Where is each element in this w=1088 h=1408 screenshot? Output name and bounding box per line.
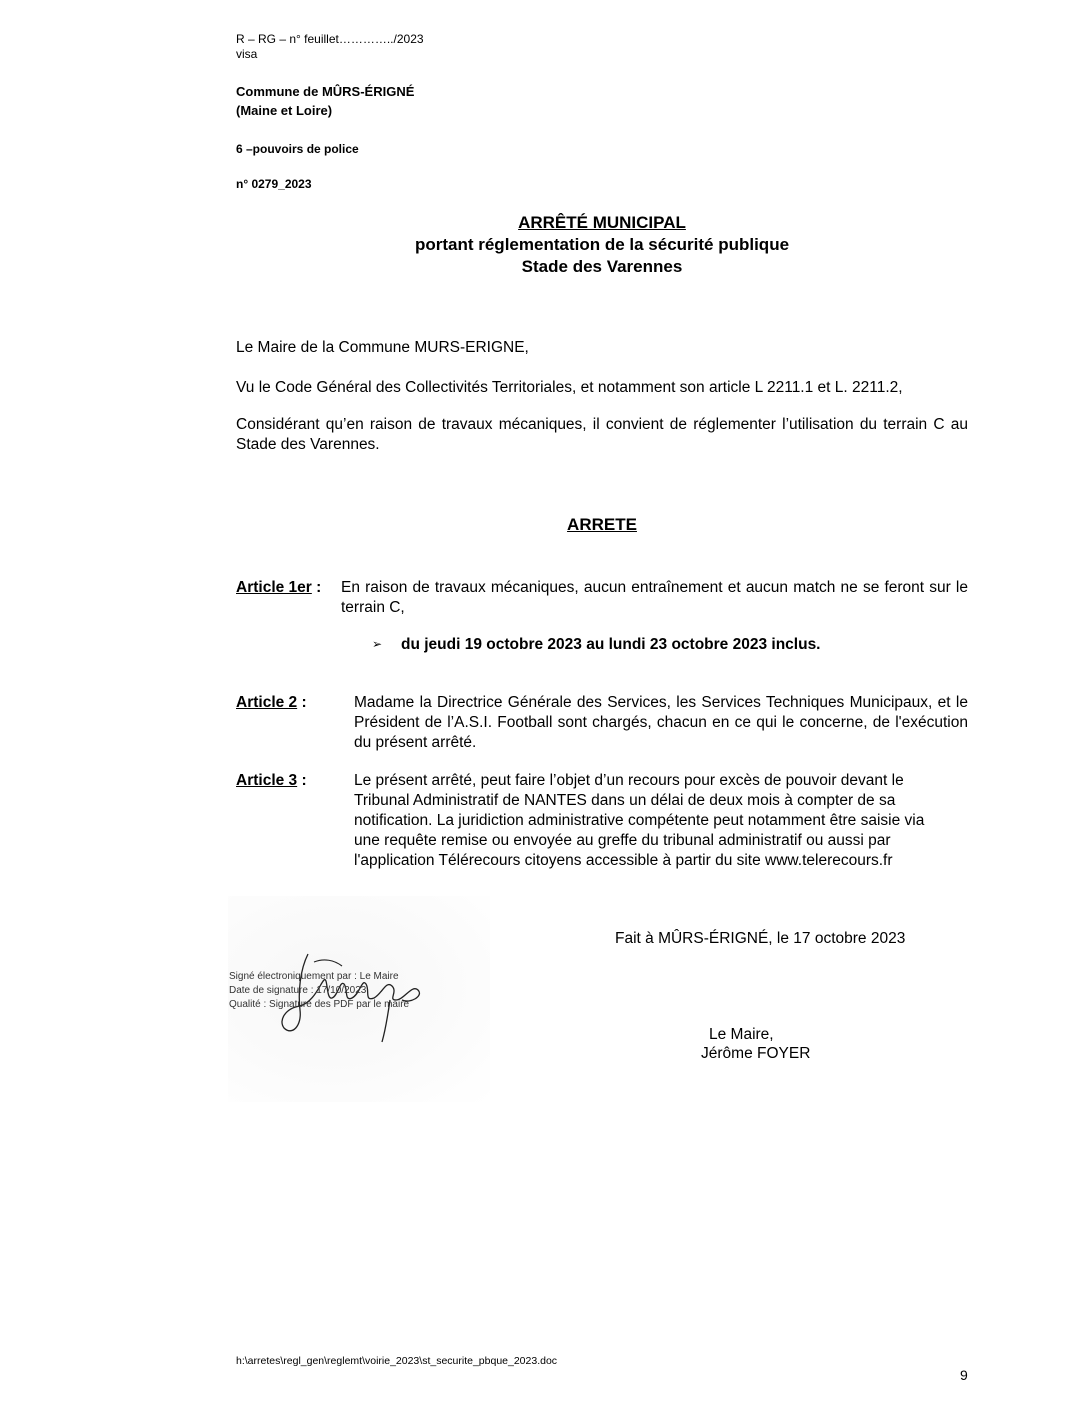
arrow-bullet-icon: ➢ [372, 637, 383, 651]
article-3-line: Tribunal Administratif de NANTES dans un délai de deux mois à compter de sa [354, 792, 896, 809]
article-1-label [236, 578, 321, 598]
preamble-mayor: Le Maire de la Commune MURS-ERIGNE, [236, 339, 529, 356]
page-number: 9 [960, 1367, 968, 1383]
preamble-considering: Considérant qu’en raison de travaux mécaniques, il convient de réglementer l’utilisation du terrain C au Stade des Varennes. [236, 416, 968, 453]
article-1-title: Article 1er [236, 579, 312, 596]
preamble-legal-basis: Vu le Code Général des Collectivités Territoriales, et notamment son article L 2211.1 et L. 2211.2, [236, 379, 903, 396]
stamp-signer: Signé électroniquement par : Le Maire [229, 971, 399, 982]
title-location: Stade des Varennes [521, 257, 683, 276]
signatory-name: Jérôme FOYER [701, 1045, 811, 1062]
article-3-separator: : [297, 772, 307, 789]
title-main: ARRÊTÉ MUNICIPAL [518, 213, 686, 232]
stamp-quality: Qualité : Signature des PDF par le maire [229, 999, 410, 1010]
reference-line: R – RG – n° feuillet…………../2023 [236, 32, 424, 46]
commune-name: Commune de MÛRS-ÉRIGNÉ [236, 84, 415, 99]
file-path: h:\arretes\regl_gen\reglemt\voirie_2023\st_securite_pbque_2023.doc [236, 1355, 558, 1367]
article-1-period: du jeudi 19 octobre 2023 au lundi 23 octobre 2023 inclus. [401, 636, 821, 653]
article-2-label [236, 693, 307, 713]
visa-label: visa [236, 47, 258, 61]
place-and-date: Fait à MÛRS-ÉRIGNÉ, le 17 octobre 2023 [615, 930, 906, 947]
decree-number: n° 0279_2023 [236, 177, 312, 191]
article-2-title: Article 2 [236, 694, 298, 711]
department-name: (Maine et Loire) [236, 103, 333, 118]
article-3-line: notification. La juridiction administrative compétente peut notamment être saisie via [354, 812, 925, 829]
document-title [236, 212, 968, 278]
article-2-text: Madame la Directrice Générale des Services, les Services Techniques Municipaux, et le Président de l’A.S.I. Football sont chargés, chacun en ce qui le concerne, de l'exécution du présent arrêté. [354, 694, 968, 751]
article-3-label [236, 771, 307, 791]
article-3-title: Article 3 [236, 772, 298, 789]
article-1-text: En raison de travaux mécaniques, aucun entraînement et aucun match ne se feront sur le terrain C, [341, 579, 968, 616]
signatory-role: Le Maire, [709, 1026, 774, 1043]
article-2-separator: : [297, 694, 307, 711]
article-3-text [354, 771, 974, 871]
category-label: 6 –pouvoirs de police [236, 142, 359, 156]
article-3-line: l'application Télérecours citoyens accessible à partir du site www.telerecours.fr [354, 852, 893, 869]
stamp-date: Date de signature : 17/10/2023 [229, 985, 367, 996]
arrete-heading: ARRETE [567, 515, 637, 534]
article-3-line: Le présent arrêté, peut faire l’objet d’un recours pour excès de pouvoir devant le [354, 772, 904, 789]
article-3-line: une requête remise ou envoyée au greffe du tribunal administratif ou aussi par [354, 832, 891, 849]
title-subject: portant réglementation de la sécurité publique [414, 235, 790, 254]
article-1-separator: : [311, 579, 322, 596]
